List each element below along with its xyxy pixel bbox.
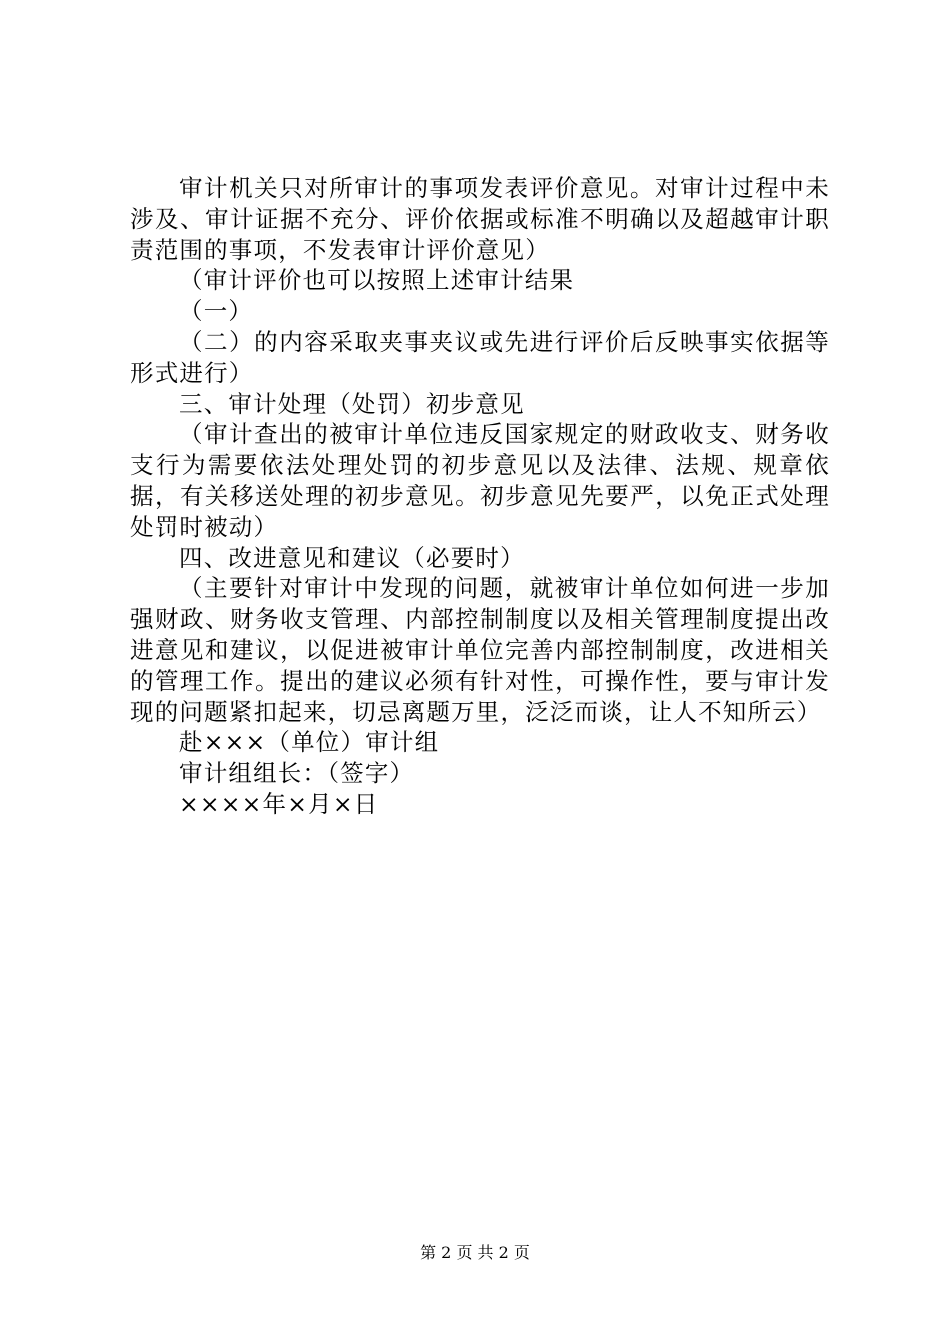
page-number-footer: 第 2 页 共 2 页 — [420, 1243, 530, 1262]
signature-audit-team: 赴×××（单位）审计组 — [179, 728, 440, 757]
paragraph-audit-scope: 审计机关只对所审计的事项发表评价意见。对审计过程中未涉及、审计证据不充分、评价依据或标准不明确以及超越审计职责范围的事项，不发表审计评价意见） — [130, 174, 830, 264]
signature-team-leader: 审计组组长：（签字） — [179, 759, 415, 788]
paragraph-improvement-suggestions: （主要针对审计中发现的问题，就被审计单位如何进一步加强财政、财务收支管理、内部控制制度以及相关管理制度提出改进意见和建议，以促进被审计单位完善内部控制制度，改进相关的管理工作。提出的建议必须有针对性，可操作性，要与审计发现的问题紧扣起来，切忌离题万里，泛泛而谈，让人不知所云） — [130, 574, 830, 726]
section-heading-three: 三、审计处理（处罚）初步意见 — [179, 389, 525, 418]
paragraph-penalty-opinion: （审计查出的被审计单位违反国家规定的财政收支、财务收支行为需要依法处理处罚的初步意见以及法律、法规、规章依据，有关移送处理的初步意见。初步意见先要严，以免正式处理处罚时被动） — [130, 420, 830, 541]
section-heading-four: 四、改进意见和建议（必要时） — [179, 543, 525, 572]
paragraph-item-two: （二）的内容采取夹事夹议或先进行评价后反映事实依据等形式进行） — [130, 327, 830, 387]
signature-date: ××××年×月×日 — [179, 789, 379, 818]
paragraph-evaluation-note: （审计评价也可以按照上述审计结果 — [179, 266, 575, 295]
paragraph-item-one: （一） — [179, 297, 254, 326]
document-body — [130, 173, 830, 820]
